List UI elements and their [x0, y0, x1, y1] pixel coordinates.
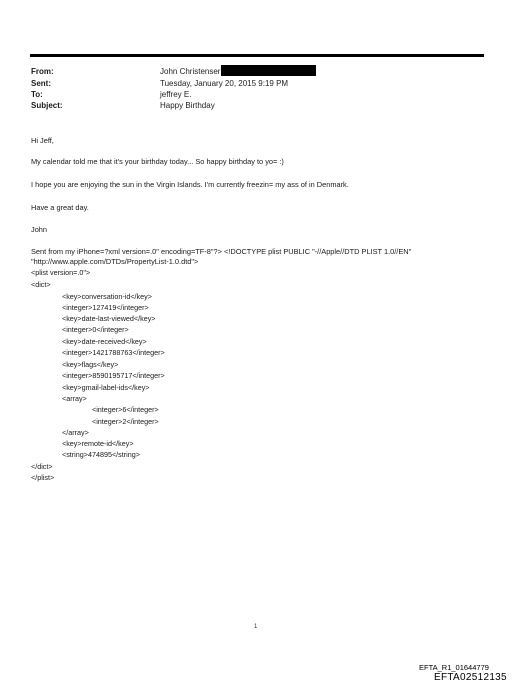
redaction-bar: [221, 65, 316, 76]
plist-line: <integer>1421788763</integer>: [62, 348, 165, 357]
body-line-2: I hope you are enjoying the sun in the Virgin Islands. I'm currently freezin= my ass of in Denmark.: [31, 180, 349, 189]
plist-line: <integer>127419</integer>: [62, 303, 149, 312]
body-line-1: My calendar told me that it's your birthday today... So happy birthday to yo= :): [31, 157, 284, 166]
plist-line: <key>gmail-label-ids</key>: [62, 383, 150, 392]
plist-line: <key>remote-id</key>: [62, 439, 134, 448]
plist-line: <integer>8590195717</integer>: [62, 371, 165, 380]
plist-line: <dict>: [31, 280, 51, 289]
plist-line: </dict>: [31, 462, 53, 471]
sent-label: Sent:: [31, 79, 51, 88]
from-label: From:: [31, 67, 54, 76]
bates-number-small: EFTA_R1_01644779: [419, 663, 489, 672]
from-value: John Christenser: [160, 67, 221, 76]
to-value: jeffrey E.: [160, 90, 192, 99]
body-line-3: Have a great day.: [31, 203, 89, 212]
plist-line: </plist>: [31, 473, 55, 482]
plist-line: <key>conversation-id</key>: [62, 292, 152, 301]
plist-line: <integer>2</integer>: [92, 417, 159, 426]
plist-line: <integer>6</integer>: [92, 405, 159, 414]
header-rule: [30, 54, 484, 57]
sent-from-line-2: "http://www.apple.com/DTDs/PropertyList-1.0.dtd">: [31, 257, 199, 266]
signature: John: [31, 225, 48, 234]
subject-value: Happy Birthday: [160, 101, 215, 110]
plist-line: <key>date-received</key>: [62, 337, 147, 346]
sent-from-line-1: Sent from my iPhone=?xml version=.0" encoding=TF-8"?> <!DOCTYPE plist PUBLIC "-//Apple//DTD PLIST 1.0//EN": [31, 247, 412, 256]
plist-line: <integer>0</integer>: [62, 325, 129, 334]
bates-number-large: EFTA02512135: [434, 672, 507, 683]
plist-line: <key>date-last-viewed</key>: [62, 314, 156, 323]
plist-line: <plist version=.0">: [31, 268, 91, 277]
plist-line: </array>: [62, 428, 89, 437]
subject-label: Subject:: [31, 101, 63, 110]
subject-row: [31, 100, 331, 112]
sent-value: Tuesday, January 20, 2015 9:19 PM: [160, 79, 289, 88]
plist-line: <array>: [62, 394, 87, 403]
plist-line: <string>474895</string>: [62, 450, 140, 459]
page-number: 1: [254, 624, 258, 630]
to-label: To:: [31, 90, 43, 99]
plist-line: <key>flags</key>: [62, 360, 119, 369]
greeting: Hi Jeff,: [31, 136, 54, 145]
